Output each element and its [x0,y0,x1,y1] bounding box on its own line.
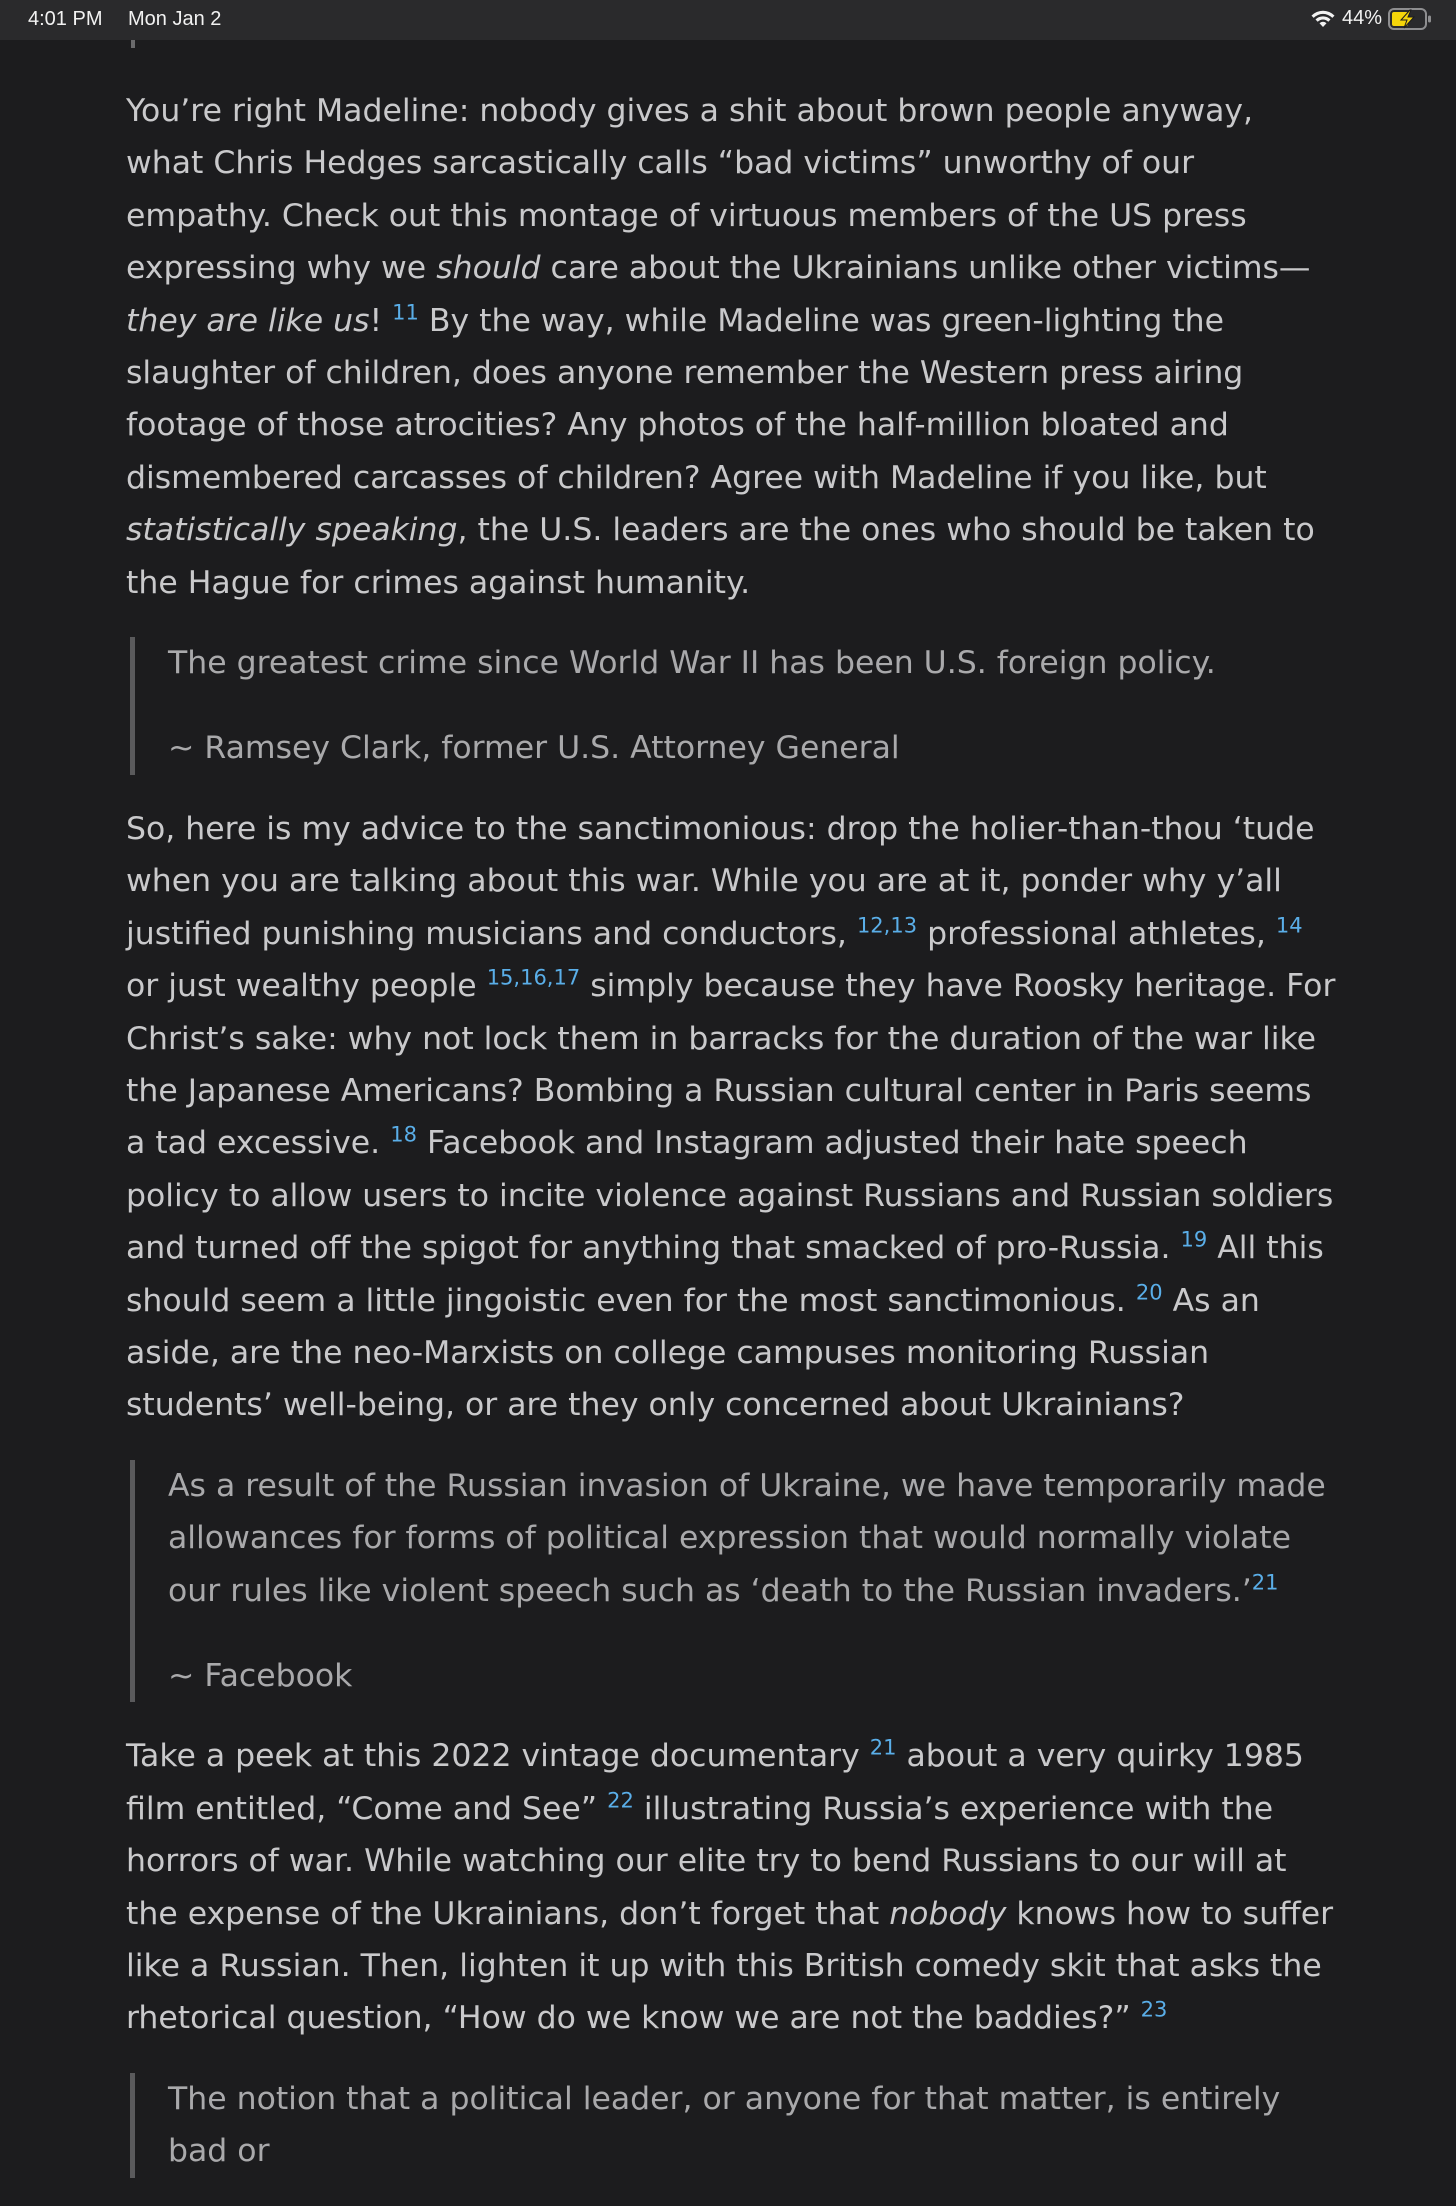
quote-text [168,1460,1336,1617]
text-span: As a result of the Russian invasion of Ukraine, we have temporarily made allowances for forms of political expression that would normally violate our rules like violent speech such as ‘death to the Russian invaders.’ [168,1467,1326,1609]
article-content [126,85,1336,2206]
reader-view[interactable] [0,40,1456,2170]
blockquote-facebook [130,1460,1336,1703]
emphasis: nobody [889,1895,1007,1932]
status-time: 4:01 PM [28,8,103,30]
blockquote-ramsey-clark [130,637,1336,775]
text-span: So, here is my advice to the sanctimonious: drop the holier-than-thou ‘tude when you are talking about this war. While you are at it, ponder why y’all justified punishing musicians and conductors, [126,810,1315,952]
emphasis: statistically speaking [126,512,458,549]
quote-text: The greatest crime since World War II has been U.S. foreign policy. [168,645,1216,682]
text-span: illustrating Russia’s experience with the horrors of war. While watching our elite try to bend Russians to our will at the expense of the Ukrainians, don’t forget that [126,1790,1287,1932]
paragraph-1 [126,85,1336,609]
status-date: Mon Jan 2 [128,8,222,30]
footnote-link-11[interactable]: 11 [392,300,419,325]
footnote-link-15-16-17[interactable]: 15,16,17 [486,965,581,990]
emphasis: should [436,250,541,287]
text-span: Facebook and Instagram adjusted their hate speech policy to allow users to incite violence against Russians and Russian soldiers and turned off the spigot for anything that smacked of pro-Russia. [126,1125,1334,1267]
emphasis: they are like us [126,302,370,339]
footnote-link-22[interactable]: 22 [607,1788,634,1813]
text-span: , the U.S. leaders are the ones who should be taken to the Hague for crimes against humanity. [126,512,1315,601]
wifi-icon [1310,9,1336,29]
battery-charging-icon [1388,8,1432,30]
footnote-link-21[interactable]: 21 [1251,1570,1279,1595]
text-span: By the way, while Madeline was green-lighting the slaughter of children, does anyone remember the Western press airing footage of those atrocities? Any photos of the half-million bloated and dismembered carcasses of children? Agree with Madeline if you like, but [126,302,1267,496]
text-span: ! [369,302,393,339]
text-span: simply because they have Roosky heritage. For Christ’s sake: why not lock them in barracks for the duration of the war like the Japanese Americans? Bombing a Russian cultural center in Paris seems a tad excessive. [126,968,1336,1162]
previous-quote-border [131,40,135,48]
footnote-link-14[interactable]: 14 [1275,913,1303,938]
quote-text: The notion that a political leader, or anyone for that matter, is entirely bad or [168,2080,1281,2170]
footnote-link-19[interactable]: 19 [1180,1227,1208,1252]
footnote-link-12-13[interactable]: 12,13 [856,913,918,938]
text-span: professional athletes, [917,915,1276,952]
footnote-link-21[interactable]: 21 [869,1735,897,1760]
quote-attribution: ~ Ramsey Clark, former U.S. Attorney General [168,730,900,767]
quote-attribution: ~ Facebook [168,1657,353,1694]
paragraph-2 [126,803,1336,1432]
text-span: You’re right Madeline: nobody gives a shit about brown people anyway, what Chris Hedges sarcastically calls “bad victims” unworthy of our empathy. Check out this montage of virtuous members of the US press expressing why we [126,93,1254,287]
battery-percent: 44% [1341,7,1382,29]
footnote-link-18[interactable]: 18 [390,1122,417,1147]
text-span: about a very quirky 1985 film entitled, “Come and See” [126,1738,1304,1827]
text-span: knows how to suffer like a Russian. Then, lighten it up with this British comedy skit that asks the rhetorical question, “How do we know we are not the baddies?” [126,1895,1334,2037]
text-span: Take a peek at this 2022 vintage documentary [126,1738,870,1775]
blockquote-political-leader [130,2073,1336,2178]
footnote-link-20[interactable]: 20 [1135,1280,1163,1305]
status-bar [0,0,1456,40]
text-span: or just wealthy people [126,968,487,1005]
text-span: As an aside, are the neo-Marxists on college campuses monitoring Russian students’ well-being, or are they only concerned about Ukrainians? [126,1282,1260,1424]
footnote-link-23[interactable]: 23 [1140,1997,1168,2022]
paragraph-3 [126,1730,1336,2044]
text-span: All this should seem a little jingoistic even for the most sanctimonious. [126,1230,1324,1319]
status-right-group [1310,7,1432,30]
text-span: care about the Ukrainians unlike other victims— [540,250,1311,287]
